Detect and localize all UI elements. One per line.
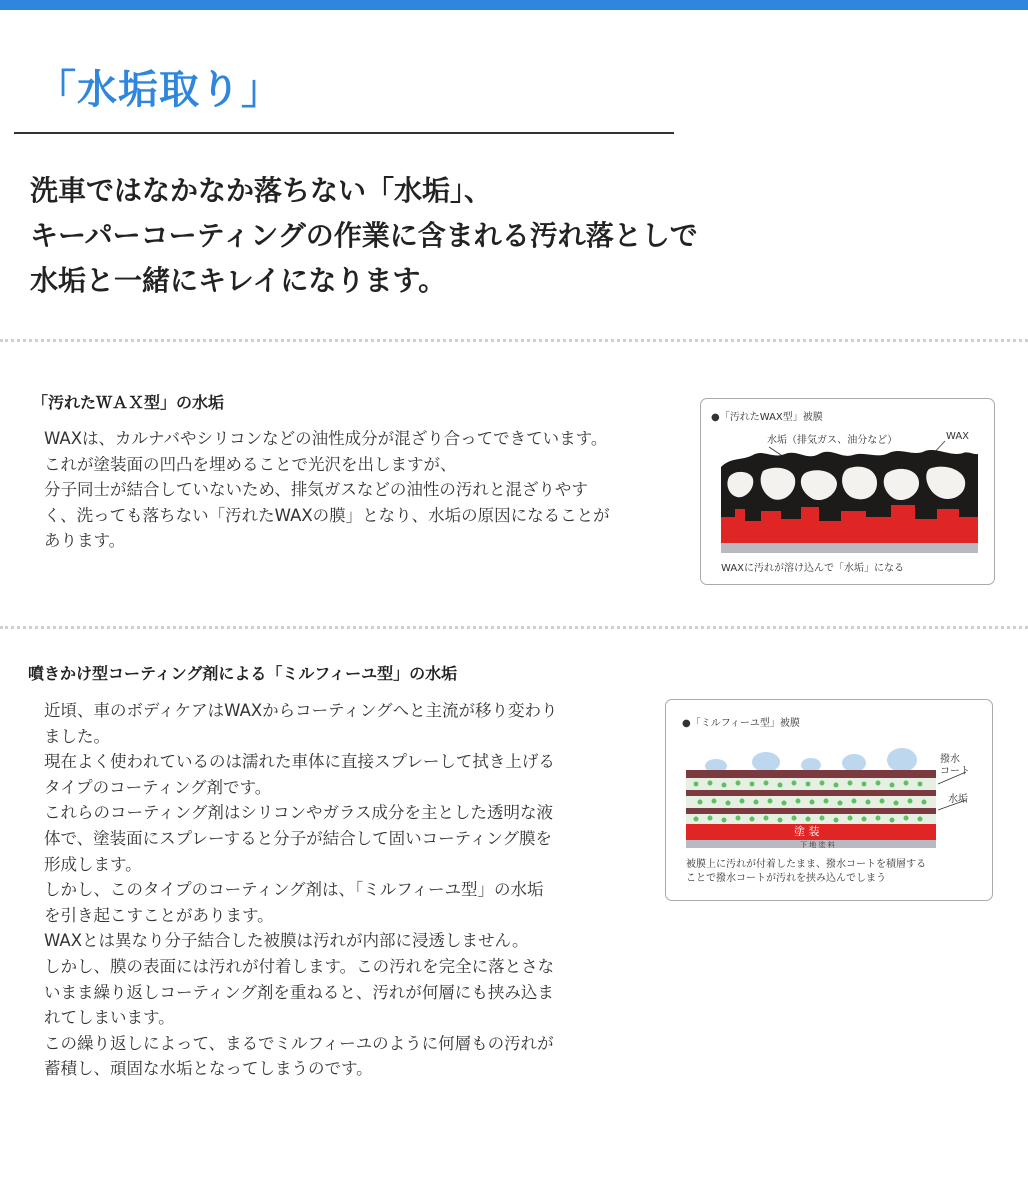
body-line: れてしまいます。 bbox=[44, 1008, 175, 1028]
coat-label-line: コート bbox=[940, 766, 970, 777]
body-line: これらのコーティング剤はシリコンやガラス成分を主とした透明な液 bbox=[44, 803, 554, 823]
intro-line: 水垢と一緒にキレイになります。 bbox=[30, 264, 447, 297]
section1-body bbox=[44, 426, 610, 554]
figure-caption: WAXに汚れが溶け込んで「水垢」になる bbox=[721, 563, 905, 574]
body-line: WAXとは異なり分子結合した被膜は汚れが内部に浸透しません。 bbox=[44, 931, 529, 951]
water-droplet bbox=[842, 754, 866, 772]
figure-title: ●「ミルフィーユ型」被膜 bbox=[682, 718, 800, 729]
wax-layer-illustration bbox=[701, 399, 994, 584]
intro-line: 洗車ではなかなか落ちない「水垢」、 bbox=[30, 174, 493, 207]
body-line: 近頃、車のボディケアはWAXからコーティングへと主流が移り変わり bbox=[44, 701, 558, 720]
caption-line: ことで撥水コートが汚れを挟み込んでしまう bbox=[686, 873, 886, 884]
dirt-layer bbox=[686, 790, 936, 796]
top-accent-bar bbox=[0, 0, 1028, 10]
body-line: これが塗装面の凹凸を埋めることで光沢を出しますが、 bbox=[44, 454, 457, 474]
body-line: 蓄積し、頑固な水垢となってしまうのです。 bbox=[44, 1059, 373, 1079]
body-line: しかし、このタイプのコーティング剤は、「ミルフィーユ型」の水垢 bbox=[44, 880, 544, 900]
body-line: この繰り返しによって、まるでミルフィーユのように何層もの汚れが bbox=[44, 1033, 554, 1053]
dirt-layer bbox=[686, 808, 936, 814]
dirt-label: 水垢（排気ガス、油分など） bbox=[767, 435, 898, 446]
body-line: しかし、膜の表面には汚れが付着します。この汚れを完全に落とさな bbox=[44, 956, 555, 976]
figure-title: ●「汚れたWAX型」被膜 bbox=[711, 412, 823, 423]
body-line: WAXは、カルナバやシリコンなどの油性成分が混ざり合ってできています。 bbox=[44, 429, 608, 448]
intro-text bbox=[30, 168, 930, 303]
water-droplet bbox=[801, 758, 821, 772]
water-droplet bbox=[887, 748, 917, 772]
section2-heading: 噴きかけ型コーティング剤による「ミルフィーユ型」の水垢 bbox=[28, 664, 458, 683]
coat-label bbox=[940, 754, 970, 778]
body-line: く、洗っても落ちない「汚れたWAXの膜」となり、水垢の原因になることが bbox=[44, 505, 610, 525]
body-line: あります。 bbox=[44, 531, 126, 551]
section-divider bbox=[0, 339, 1028, 342]
millefeuille-film-figure bbox=[665, 699, 993, 901]
water-droplet bbox=[752, 752, 780, 772]
body-line: ました。 bbox=[44, 726, 110, 746]
figure-caption bbox=[686, 858, 926, 886]
wax-label: WAX bbox=[946, 431, 970, 442]
body-line: を引き起こすことがあります。 bbox=[44, 905, 274, 925]
body-line: いまま繰り返しコーティング剤を重ねると、汚れが何層にも挟み込ま bbox=[44, 982, 554, 1002]
section-divider bbox=[0, 626, 1028, 629]
base-label: 下 地 塗 料 bbox=[800, 841, 835, 849]
body-line: 形成します。 bbox=[44, 854, 142, 874]
dirt-layer bbox=[686, 770, 936, 778]
body-line: 体で、塗装面にスプレーすると分子が結合して固いコーティング膜を bbox=[44, 828, 553, 848]
base-layer bbox=[721, 543, 978, 553]
title-divider bbox=[14, 132, 674, 134]
section2-body bbox=[44, 698, 558, 1082]
body-line: タイプのコーティング剤です。 bbox=[44, 777, 272, 797]
wax-film-figure bbox=[700, 398, 995, 585]
paint-label: 塗 装 bbox=[794, 825, 820, 838]
caption-line: 被膜上に汚れが付着したまま、撥水コートを積層する bbox=[686, 859, 926, 870]
dirt-label: 水垢 bbox=[948, 794, 968, 805]
coat-label-line: 撥水 bbox=[940, 754, 960, 765]
page-title: 「水垢取り」 bbox=[36, 67, 282, 113]
section1-heading: 「汚れたＷＡＸ型」の水垢 bbox=[32, 393, 225, 412]
body-line: 分子同士が結合していないため、排気ガスなどの油性の汚れと混ざりやす bbox=[44, 480, 588, 500]
intro-line: キーパーコーティングの作業に含まれる汚れ落としで bbox=[30, 219, 698, 252]
body-line: 現在よく使われているのは濡れた車体に直接スプレーして拭き上げる bbox=[44, 752, 555, 772]
